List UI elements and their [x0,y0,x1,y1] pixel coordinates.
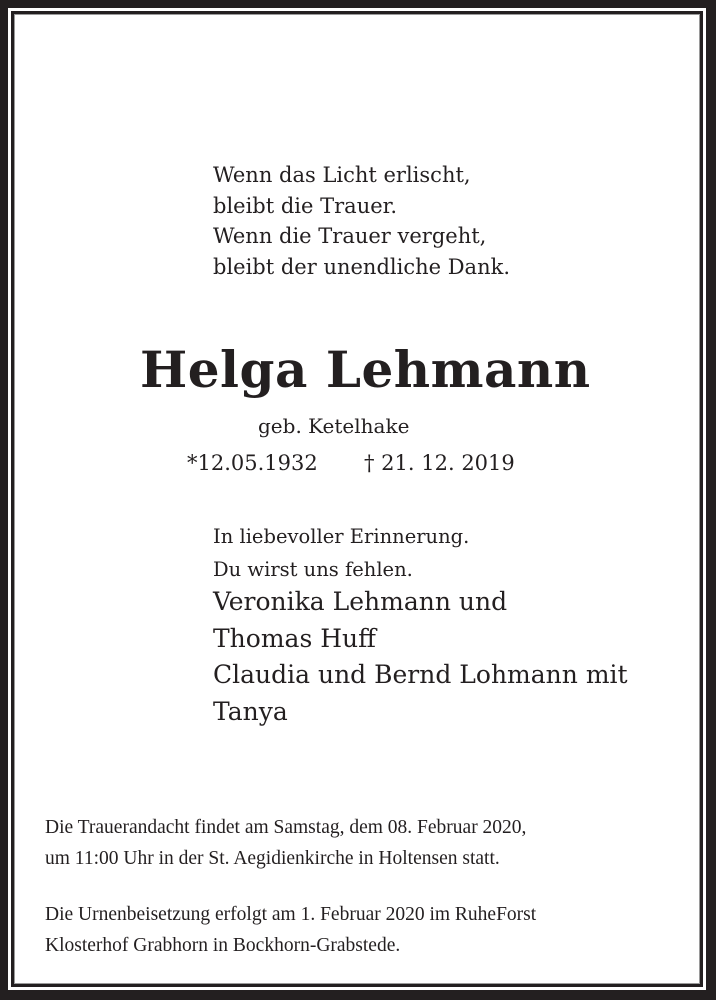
funeral-service-notice [45,812,526,874]
notice-line: Klosterhof Grabhorn in Bockhorn-Grabstede. [45,935,401,956]
family-line: Thomas Huff [213,623,376,653]
poem-line: bleibt die Trauer. [213,193,398,218]
memorial-message [213,520,469,586]
urn-burial-notice [45,899,536,961]
poem-line: bleibt der unendliche Dank. [213,254,510,279]
notice-line: Die Urnenbeisetzung erfolgt am 1. Februar 2020 im RuheForst [45,904,537,925]
poem-line: Wenn das Licht erlischt, [213,163,471,187]
notice-line: um 11:00 Uhr in der St. Aegidienkirche in Holtensen statt. [45,848,500,869]
notice-line: Die Trauerandacht findet am Samstag, dem 08. Februar 2020, [45,817,527,838]
family-signatures [213,584,628,730]
family-line: Tanya [213,696,288,726]
memorial-line: In liebevoller Erinnerung. [213,525,470,548]
poem-verse [213,160,510,282]
poem-line: Wenn die Trauer vergeht, [213,224,487,248]
memorial-line: Du wirst uns fehlen. [213,558,413,581]
birth-date: *12.05.1932 [187,451,318,475]
family-line: Claudia und Bernd Lohmann mit [213,660,628,689]
death-date: † 21. 12. 2019 [364,451,515,475]
maiden-name: geb. Ketelhake [258,414,410,438]
deceased-name: Helga Lehmann [140,340,591,399]
family-line: Veronika Lehmann und [213,587,508,616]
